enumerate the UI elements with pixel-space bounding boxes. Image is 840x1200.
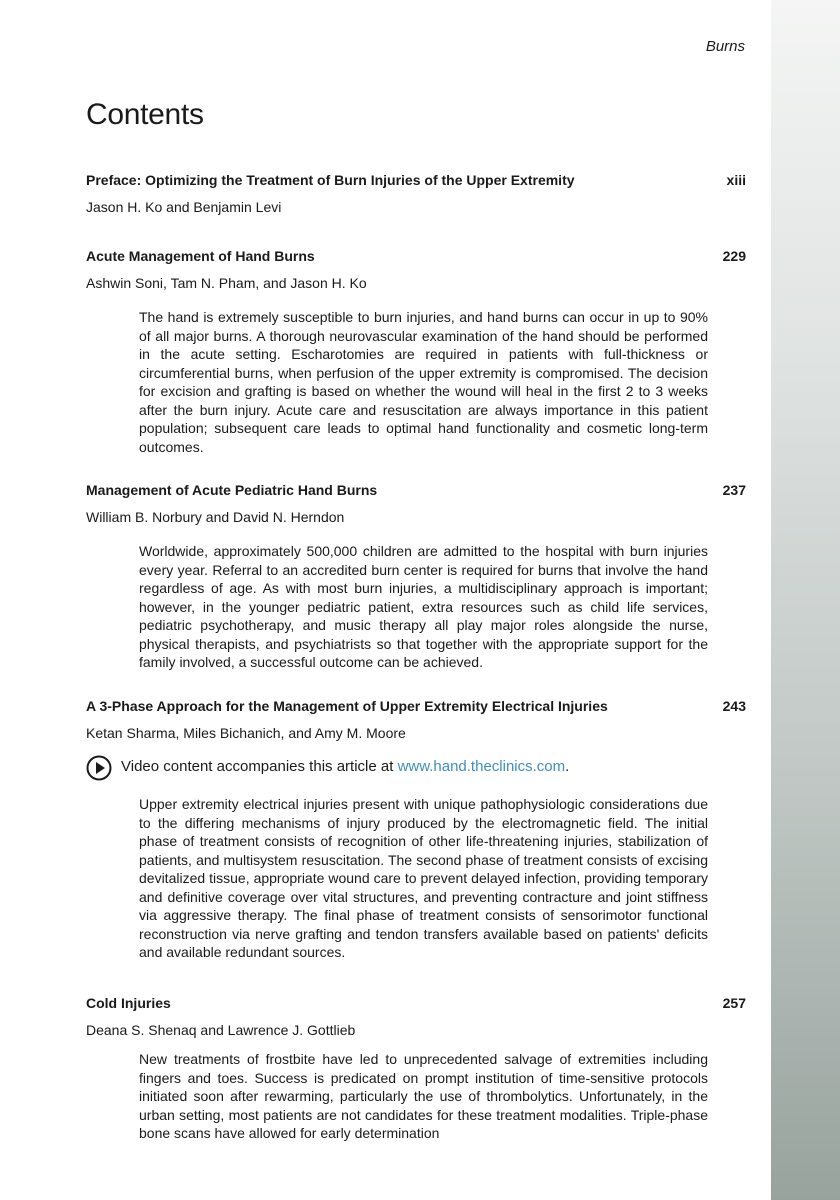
entry-page-number[interactable]: xiii — [726, 172, 746, 188]
entry-title[interactable]: Cold Injuries — [86, 995, 171, 1011]
entry-abstract: New treatments of frostbite have led to unprecedented salvage of extremities including fingers and toes. Success is predicated on prompt institution of time-sensitive protocols initiated soon after rewarming, particularly the use of thrombolytics. Unfortunately, in the urban setting, most patients are not candidates for these treatment modalities. Triple-phase bone scans have allowed for early determination — [139, 1051, 708, 1141]
side-color-strip — [771, 0, 840, 1200]
running-head: Burns — [705, 38, 745, 55]
entry-title[interactable]: Preface: Optimizing the Treatment of Burn Injuries of the Upper Extremity — [86, 172, 575, 188]
entry-authors: William B. Norbury and David N. Herndon — [86, 509, 345, 525]
video-note-suffix: . — [565, 758, 570, 775]
video-link[interactable]: www.hand.theclinics.com — [397, 758, 566, 775]
entry-title[interactable]: A 3-Phase Approach for the Management of Upper Extremity Electrical Injuries — [86, 698, 608, 714]
entry-title[interactable]: Management of Acute Pediatric Hand Burns — [86, 482, 378, 498]
video-note — [86, 755, 746, 781]
toc-entry-preface — [86, 172, 746, 215]
entry-abstract: Worldwide, approximately 500,000 children are admitted to the hospital with burn injuries every year. Referral to an accredited burn center is required for burns that involve the hand regardless of age. As with most burn injuries, a multidisciplinary approach is important; however, in the younger pediatric patient, extra resources such as child life services, pediatric psychotherapy, and music therapy all play major roles alongside the nurse, physical therapists, and psychiatrists so that together with the appropriate support for the family involved, a successful outcome can be achieved. — [139, 543, 708, 670]
entry-authors: Jason H. Ko and Benjamin Levi — [86, 199, 282, 215]
toc-entry-acute-hand-burns — [86, 248, 746, 456]
toc-entry-pediatric-hand-burns — [86, 482, 746, 672]
entry-header — [86, 172, 746, 192]
entry-page-number[interactable]: 257 — [722, 995, 746, 1011]
toc-entry-electrical-injuries — [86, 698, 746, 962]
page-title: Contents — [86, 98, 204, 131]
entry-authors: Ketan Sharma, Miles Bichanich, and Amy M. Moore — [86, 725, 406, 741]
play-icon[interactable] — [86, 755, 112, 781]
entry-page-number[interactable]: 237 — [722, 482, 746, 498]
entry-header — [86, 995, 746, 1015]
entry-header — [86, 482, 746, 502]
entry-abstract: Upper extremity electrical injuries present with unique pathophysiologic considerations due to the differing mechanisms of injury produced by the electromagnetic field. The initial phase of treatment consists of recognition of other life-threatening injuries, stabilization of patients, and multisystem resuscitation. The second phase of treatment consists of excising devitalized tissue, appropriate wound care to prevent delayed infection, providing temporary and definitive coverage over vital structures, and preventing contracture and joint stiffness via aggressive therapy. The final phase of treatment consists of sensorimotor functional reconstruction via nerve grafting and tendon transfers available based on patients' deficits and available redundant sources. — [139, 796, 708, 960]
video-note-text — [121, 758, 569, 775]
entry-header — [86, 248, 746, 268]
video-note-label: Video content accompanies this article at — [121, 758, 398, 775]
entry-authors: Deana S. Shenaq and Lawrence J. Gottlieb — [86, 1022, 356, 1038]
entry-page-number[interactable]: 243 — [722, 698, 746, 714]
entry-title[interactable]: Acute Management of Hand Burns — [86, 248, 315, 264]
toc-entry-cold-injuries — [86, 995, 746, 1143]
entry-authors: Ashwin Soni, Tam N. Pham, and Jason H. Ko — [86, 275, 367, 291]
entry-header — [86, 698, 746, 718]
entry-abstract: The hand is extremely susceptible to burn injuries, and hand burns can occur in up to 90% of all major burns. A thorough neurovascular examination of the hand should be performed in the acute setting. Escharotomies are required in patients with full-thickness or circumferential burns, when perfusion of the upper extremity is compromised. The decision for excision and grafting is based on whether the wound will heal in the first 2 to 3 weeks after the burn injury. Acute care and resuscitation are always importance in this patient population; subsequent care leads to optimal hand functionality and cosmetic long-term outcomes. — [139, 309, 708, 455]
entry-page-number[interactable]: 229 — [722, 248, 746, 264]
